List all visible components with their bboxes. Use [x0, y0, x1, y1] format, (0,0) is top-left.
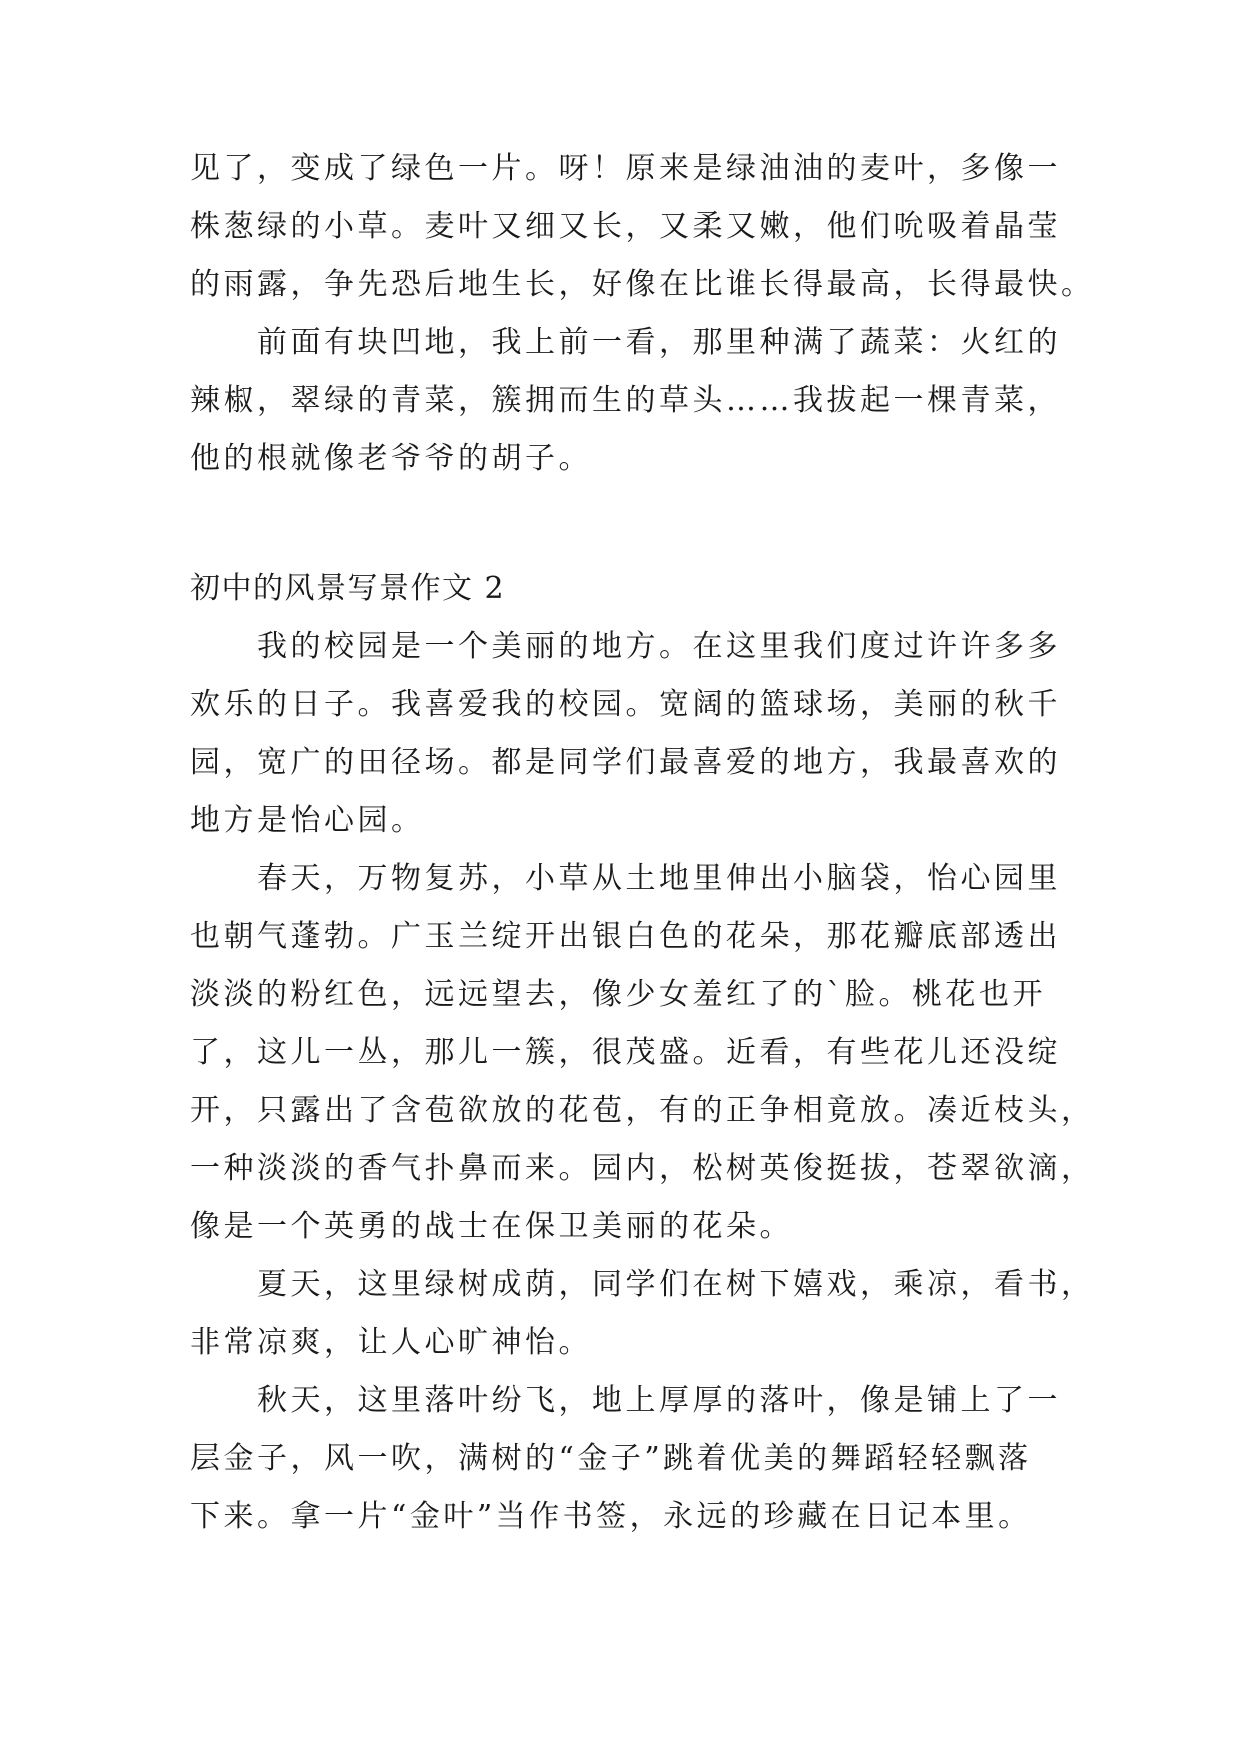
- text-line: 前面有块凹地，我上前一看，那里种满了蔬菜：火红的: [257, 325, 1061, 360]
- text-line: 的雨露，争先恐后地生长，好像在比谁长得最高，长得最快。: [190, 267, 1095, 302]
- paragraph: [190, 1372, 1070, 1546]
- text-line: 层金子，风一吹，满树的“金子”跳着优美的舞蹈轻轻飘落: [190, 1441, 1032, 1476]
- paragraph: [190, 850, 1095, 1256]
- text-line: 他的根就像老爷爷的胡子。: [190, 441, 592, 476]
- text-line: 一种淡淡的香气扑鼻而来。园内，松树英俊挺拔，苍翠欲滴，: [190, 1151, 1095, 1186]
- text-line: 春天，万物复苏，小草从土地里伸出小脑袋，怡心园里: [257, 861, 1061, 896]
- text-line: 淡淡的粉红色，远远望去，像少女羞红了的`脸。桃花也开: [190, 977, 1046, 1012]
- paragraph: [190, 618, 1070, 850]
- text-line: 非常凉爽，让人心旷神怡。: [190, 1325, 592, 1360]
- text-line: 开，只露出了含苞欲放的花苞，有的正争相竟放。凑近枝头，: [190, 1093, 1095, 1128]
- text-line: 夏天，这里绿树成荫，同学们在树下嬉戏，乘凉，看书，: [257, 1267, 1095, 1302]
- text-line: 辣椒，翠绿的青菜，簇拥而生的草头……我拔起一棵青菜，: [190, 383, 1061, 418]
- text-line: 像是一个英勇的战士在保卫美丽的花朵。: [190, 1209, 793, 1244]
- text-line: 下来。拿一片“金叶”当作书签，永远的珍藏在日记本里。: [190, 1499, 1032, 1534]
- text-line: 地方是怡心园。: [190, 803, 425, 838]
- paragraph: [190, 314, 1070, 488]
- text-line: 我的校园是一个美丽的地方。在这里我们度过许许多多: [257, 629, 1061, 664]
- document-page: [190, 140, 1095, 1546]
- text-line: 也朝气蓬勃。广玉兰绽开出银白色的花朵，那花瓣底部透出: [190, 919, 1061, 954]
- text-line: 了，这儿一丛，那儿一簇，很茂盛。近看，有些花儿还没绽: [190, 1035, 1061, 1070]
- paragraph: [190, 140, 1095, 314]
- text-line: 秋天，这里落叶纷飞，地上厚厚的落叶，像是铺上了一: [257, 1383, 1061, 1418]
- text-line: 欢乐的日子。我喜爱我的校园。宽阔的篮球场，美丽的秋千: [190, 687, 1061, 722]
- section-heading: 初中的风景写景作文 2: [190, 571, 506, 606]
- section-gap: [190, 488, 1070, 560]
- text-line: 株葱绿的小草。麦叶又细又长，又柔又嫩，他们吮吸着晶莹: [190, 209, 1061, 244]
- text-line: 见了，变成了绿色一片。呀！原来是绿油油的麦叶，多像一: [190, 151, 1061, 186]
- paragraph: [190, 1256, 1095, 1372]
- text-line: 园，宽广的田径场。都是同学们最喜爱的地方，我最喜欢的: [190, 745, 1061, 780]
